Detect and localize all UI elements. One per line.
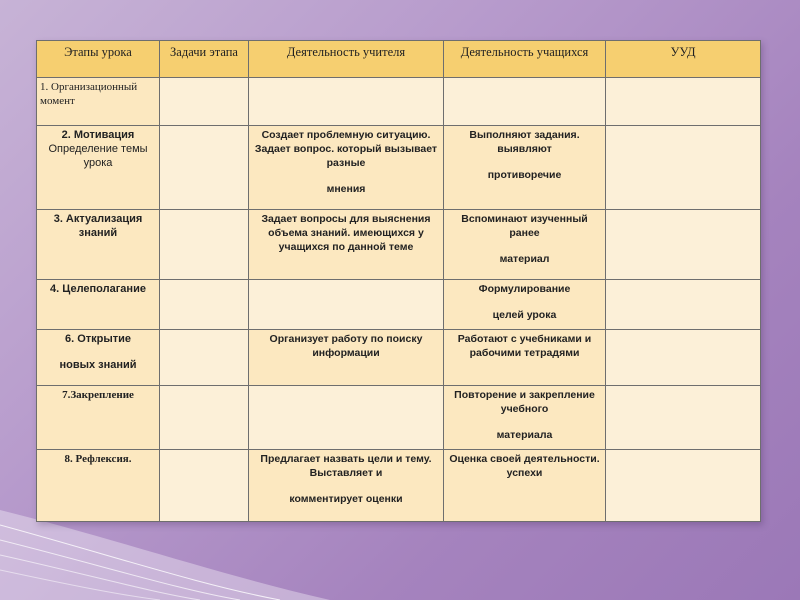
- table-row: [37, 330, 761, 386]
- tasks-cell: [160, 386, 249, 450]
- table-row: [37, 126, 761, 210]
- header-teacher-activity: Деятельность учителя: [249, 41, 444, 78]
- uud-cell: [606, 330, 761, 386]
- lesson-plan-table: [36, 40, 761, 522]
- tasks-cell: [160, 330, 249, 386]
- students-text-cont: материала: [496, 429, 553, 441]
- table-row: [37, 210, 761, 280]
- students-cell: [444, 386, 606, 450]
- students-cell: [444, 126, 606, 210]
- teacher-text-cont: комментирует оценки: [289, 493, 403, 505]
- table-row: [37, 386, 761, 450]
- teacher-cell: [249, 280, 444, 330]
- stage-cell: 4. Целеполагание: [37, 280, 160, 330]
- header-stages: Этапы урока: [37, 41, 160, 78]
- tasks-cell: [160, 78, 249, 126]
- uud-cell: [606, 386, 761, 450]
- teacher-text-cont: мнения: [326, 183, 366, 195]
- stage-title: 6. Открытие: [64, 333, 132, 345]
- header-tasks: Задачи этапа: [160, 41, 249, 78]
- teacher-text: Создает проблемную ситуацию. Задает вопрос. который вызывает разные: [254, 129, 438, 169]
- teacher-cell: Организует работу по поиску информации: [249, 330, 444, 386]
- uud-cell: [606, 210, 761, 280]
- tasks-cell: [160, 126, 249, 210]
- header-student-activity: Деятельность учащихся: [444, 41, 606, 78]
- teacher-text: Предлагает назвать цели и тему. Выставляет и: [260, 453, 432, 479]
- stage-subtitle: новых знаний: [59, 359, 137, 371]
- students-text: Повторение и закрепление учебного: [454, 389, 595, 415]
- uud-cell: [606, 78, 761, 126]
- teacher-cell: [249, 126, 444, 210]
- stage-cell: [37, 126, 160, 210]
- students-cell: [444, 280, 606, 330]
- students-text: Выполняют задания. выявляют: [469, 129, 580, 155]
- teacher-cell: [249, 78, 444, 126]
- stage-subtitle: Определение темы урока: [48, 143, 148, 169]
- teacher-cell: Задает вопросы для выяснения объема знаний. имеющихся у учащихся по данной теме: [249, 210, 444, 280]
- students-text: Формулирование: [478, 283, 571, 295]
- header-uud: УУД: [606, 41, 761, 78]
- students-cell: [444, 210, 606, 280]
- table-row: [37, 450, 761, 522]
- teacher-cell: [249, 450, 444, 522]
- stage-title: 2. Мотивация: [61, 129, 135, 141]
- teacher-cell: [249, 386, 444, 450]
- uud-cell: [606, 450, 761, 522]
- students-text-cont: целей урока: [492, 309, 557, 321]
- table-header-row: [37, 41, 761, 78]
- stage-cell: 7.Закрепление: [37, 386, 160, 450]
- table-row: [37, 78, 761, 126]
- students-cell: Работают с учебниками и рабочими тетрадями: [444, 330, 606, 386]
- stage-cell: 3. Актуализация знаний: [37, 210, 160, 280]
- students-cell: Оценка своей деятельности. успехи: [444, 450, 606, 522]
- uud-cell: [606, 280, 761, 330]
- students-text-cont: материал: [499, 253, 550, 265]
- tasks-cell: [160, 450, 249, 522]
- stage-cell: 1. Организационный момент: [37, 78, 160, 126]
- students-text: Вспоминают изученный ранее: [461, 213, 588, 239]
- stage-cell: [37, 330, 160, 386]
- students-text-cont: противоречие: [487, 169, 562, 181]
- uud-cell: [606, 126, 761, 210]
- table-row: [37, 280, 761, 330]
- tasks-cell: [160, 210, 249, 280]
- stage-cell: 8. Рефлексия.: [37, 450, 160, 522]
- tasks-cell: [160, 280, 249, 330]
- students-cell: [444, 78, 606, 126]
